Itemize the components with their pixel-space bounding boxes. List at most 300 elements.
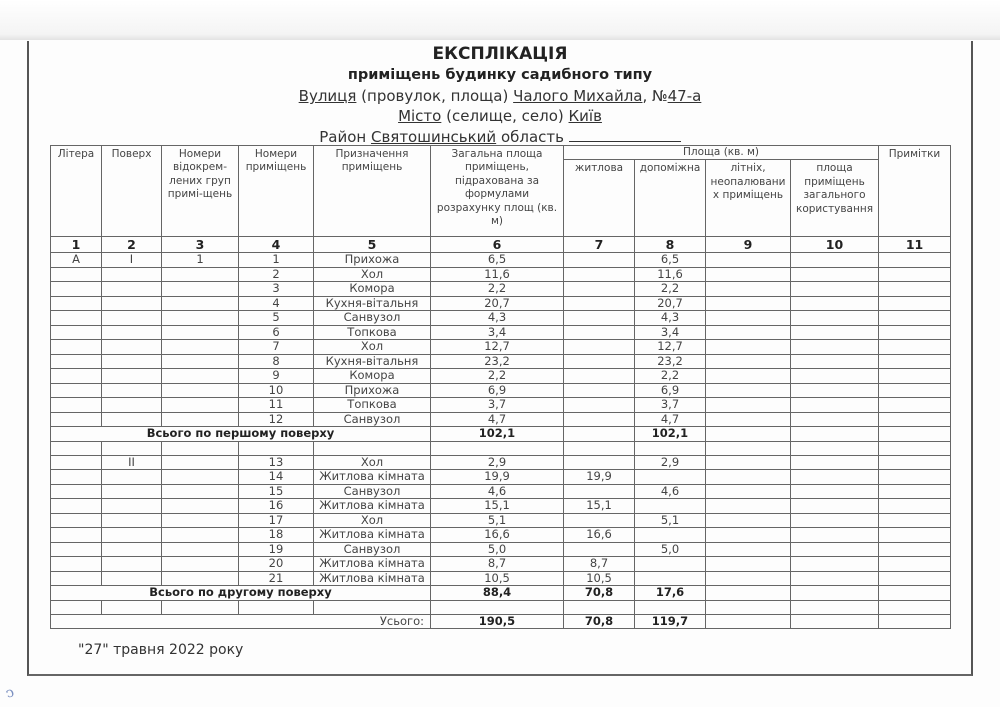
notes-cell	[879, 369, 951, 384]
litera-cell	[51, 369, 102, 384]
common-area-cell	[791, 484, 879, 499]
floor-cell	[102, 398, 162, 413]
common-area-cell	[791, 398, 879, 413]
floor-cell	[102, 267, 162, 282]
room-number-cell: 4	[239, 296, 314, 311]
common-area-cell	[791, 557, 879, 572]
summer-area-cell	[706, 513, 791, 528]
blank-cell	[239, 441, 314, 455]
summer-area-cell	[706, 296, 791, 311]
litera-cell	[51, 412, 102, 427]
living-area-cell	[564, 311, 635, 326]
notes-cell	[879, 470, 951, 485]
table-row	[51, 484, 951, 499]
living-area-cell	[564, 296, 635, 311]
notes-cell	[879, 253, 951, 268]
summer-area-cell	[706, 427, 791, 442]
room-number-cell: 20	[239, 557, 314, 572]
living-area-cell	[564, 340, 635, 355]
notes-cell	[879, 267, 951, 282]
blank-cell	[239, 600, 314, 614]
litera-cell	[51, 383, 102, 398]
common-area-cell	[791, 325, 879, 340]
table-row	[51, 470, 951, 485]
group-cell	[162, 513, 239, 528]
table-row	[51, 253, 951, 268]
notes-cell	[879, 557, 951, 572]
living-area-cell	[564, 412, 635, 427]
summer-area-cell	[706, 484, 791, 499]
total-area-cell: 16,6	[431, 528, 564, 543]
room-purpose-cell: Прихожа	[314, 253, 431, 268]
notes-cell	[879, 325, 951, 340]
room-purpose-cell: Санвузол	[314, 484, 431, 499]
litera-cell	[51, 354, 102, 369]
litera-cell	[51, 542, 102, 557]
grand-total-label: Усього:	[51, 614, 431, 629]
subtotal-aux: 102,1	[635, 427, 706, 442]
subtotal-living	[564, 427, 635, 442]
summer-area-cell	[706, 542, 791, 557]
room-purpose-cell: Житлова кімната	[314, 528, 431, 543]
group-cell	[162, 484, 239, 499]
room-number-cell: 5	[239, 311, 314, 326]
blank-cell	[431, 441, 564, 455]
notes-cell	[879, 499, 951, 514]
auxiliary-area-cell	[635, 470, 706, 485]
summer-area-cell	[706, 253, 791, 268]
common-area-cell	[791, 470, 879, 485]
room-number-cell: 11	[239, 398, 314, 413]
column-number: 6	[431, 237, 564, 253]
floor-cell	[102, 499, 162, 514]
common-area-cell	[791, 571, 879, 586]
subtotal-label: Всього по другому поверху	[51, 586, 431, 601]
notes-cell	[879, 586, 951, 601]
scan-top-shadow	[0, 0, 1000, 40]
living-area-cell	[564, 398, 635, 413]
room-purpose-cell: Житлова кімната	[314, 499, 431, 514]
auxiliary-area-cell: 4,6	[635, 484, 706, 499]
living-area-cell: 8,7	[564, 557, 635, 572]
floor-cell	[102, 282, 162, 297]
auxiliary-area-cell	[635, 571, 706, 586]
summer-area-cell	[706, 499, 791, 514]
auxiliary-area-cell: 2,9	[635, 455, 706, 470]
living-area-cell: 16,6	[564, 528, 635, 543]
litera-cell	[51, 282, 102, 297]
group-cell	[162, 267, 239, 282]
group-cell	[162, 354, 239, 369]
summer-area-cell	[706, 369, 791, 384]
explication-table	[50, 145, 951, 629]
auxiliary-area-cell: 11,6	[635, 267, 706, 282]
common-area-cell	[791, 614, 879, 629]
common-area-cell	[791, 586, 879, 601]
common-area-cell	[791, 455, 879, 470]
room-purpose-cell: Хол	[314, 455, 431, 470]
total-area-cell: 6,9	[431, 383, 564, 398]
notes-cell	[879, 513, 951, 528]
group-cell	[162, 499, 239, 514]
notes-cell	[879, 484, 951, 499]
blank-cell	[102, 441, 162, 455]
document-title: ЕКСПЛІКАЦІЯ	[432, 44, 568, 64]
room-purpose-cell: Прихожа	[314, 383, 431, 398]
blank-cell	[635, 441, 706, 455]
header-notes: Примітки	[879, 146, 951, 237]
group-cell	[162, 369, 239, 384]
litera-cell	[51, 267, 102, 282]
living-area-cell	[564, 484, 635, 499]
table-row	[51, 542, 951, 557]
district-name: Святошинський	[370, 128, 497, 146]
subtotal-row	[51, 586, 951, 601]
table-row	[51, 296, 951, 311]
total-area-cell: 3,7	[431, 398, 564, 413]
summer-area-cell	[706, 311, 791, 326]
total-area-cell: 4,3	[431, 311, 564, 326]
group-cell	[162, 542, 239, 557]
auxiliary-area-cell: 6,9	[635, 383, 706, 398]
blank-cell	[791, 600, 879, 614]
common-area-cell	[791, 340, 879, 355]
city-line	[0, 107, 1000, 125]
grand-total-aux: 119,7	[635, 614, 706, 629]
column-number: 1	[51, 237, 102, 253]
auxiliary-area-cell: 12,7	[635, 340, 706, 355]
total-area-cell: 4,6	[431, 484, 564, 499]
notes-cell	[879, 398, 951, 413]
room-number-cell: 18	[239, 528, 314, 543]
header-total-area: Загальна площа приміщень, підрахована за формулами розрахунку площ (кв. м)	[431, 146, 564, 237]
group-cell	[162, 296, 239, 311]
grand-total-row	[51, 614, 951, 629]
table-row	[51, 383, 951, 398]
column-number: 5	[314, 237, 431, 253]
blank-cell	[706, 441, 791, 455]
litera-cell	[51, 557, 102, 572]
district-label: Район	[319, 128, 371, 146]
room-purpose-cell: Хол	[314, 513, 431, 528]
common-area-cell	[791, 282, 879, 297]
header-living: житлова	[564, 160, 635, 237]
document-subtitle: приміщень будинку садибного типу	[347, 67, 653, 83]
auxiliary-area-cell	[635, 499, 706, 514]
table-row	[51, 412, 951, 427]
notes-cell	[879, 614, 951, 629]
header-litera: Літера	[51, 146, 102, 237]
floor-cell	[102, 470, 162, 485]
floor-cell	[102, 311, 162, 326]
common-area-cell	[791, 513, 879, 528]
blank-cell	[564, 600, 635, 614]
header-row-1	[51, 146, 951, 160]
city-label: Місто	[398, 107, 442, 125]
notes-cell	[879, 571, 951, 586]
auxiliary-area-cell: 3,7	[635, 398, 706, 413]
auxiliary-area-cell: 2,2	[635, 369, 706, 384]
column-number: 4	[239, 237, 314, 253]
common-area-cell	[791, 296, 879, 311]
total-area-cell: 5,0	[431, 542, 564, 557]
summer-area-cell	[706, 412, 791, 427]
room-purpose-cell: Житлова кімната	[314, 470, 431, 485]
header-purpose: Призначення приміщень	[314, 146, 431, 237]
table-row	[51, 311, 951, 326]
common-area-cell	[791, 383, 879, 398]
auxiliary-area-cell: 3,4	[635, 325, 706, 340]
notes-cell	[879, 354, 951, 369]
floor-cell	[102, 354, 162, 369]
table-row	[51, 455, 951, 470]
room-purpose-cell: Санвузол	[314, 542, 431, 557]
floor-cell	[102, 571, 162, 586]
room-number-cell: 3	[239, 282, 314, 297]
table-row	[51, 528, 951, 543]
room-number-cell: 15	[239, 484, 314, 499]
blank-cell	[879, 441, 951, 455]
room-purpose-cell: Кухня-вітальня	[314, 354, 431, 369]
living-area-cell	[564, 369, 635, 384]
region-label: область	[496, 128, 569, 146]
summer-area-cell	[706, 354, 791, 369]
group-cell	[162, 412, 239, 427]
auxiliary-area-cell: 20,7	[635, 296, 706, 311]
notes-cell	[879, 383, 951, 398]
living-area-cell	[564, 325, 635, 340]
litera-cell	[51, 311, 102, 326]
header-auxiliary: допоміжна	[635, 160, 706, 237]
column-number: 9	[706, 237, 791, 253]
blank-cell	[564, 441, 635, 455]
table-row	[51, 499, 951, 514]
litera-cell	[51, 296, 102, 311]
living-area-cell: 15,1	[564, 499, 635, 514]
total-area-cell: 12,7	[431, 340, 564, 355]
blank-cell	[706, 600, 791, 614]
blank-row	[51, 441, 951, 455]
table-row	[51, 282, 951, 297]
number-prefix: , №	[642, 87, 668, 105]
subtotal-living: 70,8	[564, 586, 635, 601]
floor-cell	[102, 557, 162, 572]
notes-cell	[879, 340, 951, 355]
street-name: Чалого Михайла	[513, 87, 643, 105]
room-number-cell: 10	[239, 383, 314, 398]
header-common: площа приміщень загального користування	[791, 160, 879, 237]
living-area-cell	[564, 513, 635, 528]
room-number-cell: 14	[239, 470, 314, 485]
table-row	[51, 513, 951, 528]
total-area-cell: 11,6	[431, 267, 564, 282]
room-number-cell: 1	[239, 253, 314, 268]
column-number: 11	[879, 237, 951, 253]
blank-cell	[51, 441, 102, 455]
table-row	[51, 325, 951, 340]
group-cell	[162, 571, 239, 586]
summer-area-cell	[706, 282, 791, 297]
living-area-cell	[564, 354, 635, 369]
group-cell	[162, 470, 239, 485]
living-area-cell: 19,9	[564, 470, 635, 485]
litera-cell: А	[51, 253, 102, 268]
notes-cell	[879, 455, 951, 470]
street-label: Вулиця	[298, 87, 357, 105]
litera-cell	[51, 484, 102, 499]
total-area-cell: 15,1	[431, 499, 564, 514]
district-line	[0, 127, 1000, 146]
grand-total-living: 70,8	[564, 614, 635, 629]
litera-cell	[51, 571, 102, 586]
room-purpose-cell: Топкова	[314, 398, 431, 413]
group-cell	[162, 557, 239, 572]
subtotal-total: 88,4	[431, 586, 564, 601]
notes-cell	[879, 311, 951, 326]
total-area-cell: 19,9	[431, 470, 564, 485]
floor-cell: II	[102, 455, 162, 470]
total-area-cell: 2,9	[431, 455, 564, 470]
notes-cell	[879, 412, 951, 427]
subtotal-label: Всього по першому поверху	[51, 427, 431, 442]
living-area-cell: 10,5	[564, 571, 635, 586]
room-number-cell: 2	[239, 267, 314, 282]
group-cell: 1	[162, 253, 239, 268]
group-cell	[162, 282, 239, 297]
floor-cell	[102, 369, 162, 384]
common-area-cell	[791, 369, 879, 384]
notes-cell	[879, 296, 951, 311]
auxiliary-area-cell: 4,7	[635, 412, 706, 427]
header-poverkh: Поверх	[102, 146, 162, 237]
blank-cell	[314, 441, 431, 455]
living-area-cell	[564, 282, 635, 297]
summer-area-cell	[706, 267, 791, 282]
summer-area-cell	[706, 528, 791, 543]
total-area-cell: 5,1	[431, 513, 564, 528]
room-purpose-cell: Топкова	[314, 325, 431, 340]
common-area-cell	[791, 311, 879, 326]
city-qualifier: (селище, село)	[441, 107, 569, 125]
notes-cell	[879, 282, 951, 297]
column-number: 2	[102, 237, 162, 253]
auxiliary-area-cell	[635, 557, 706, 572]
notes-cell	[879, 542, 951, 557]
room-purpose-cell: Комора	[314, 369, 431, 384]
room-number-cell: 7	[239, 340, 314, 355]
group-cell	[162, 455, 239, 470]
blank-cell	[791, 441, 879, 455]
room-purpose-cell: Кухня-вітальня	[314, 296, 431, 311]
summer-area-cell	[706, 571, 791, 586]
blank-cell	[102, 600, 162, 614]
group-cell	[162, 311, 239, 326]
room-purpose-cell: Хол	[314, 267, 431, 282]
common-area-cell	[791, 427, 879, 442]
document-date: "27" травня 2022 року	[78, 642, 244, 658]
room-purpose-cell: Санвузол	[314, 412, 431, 427]
summer-area-cell	[706, 325, 791, 340]
total-area-cell: 6,5	[431, 253, 564, 268]
total-area-cell: 23,2	[431, 354, 564, 369]
summer-area-cell	[706, 340, 791, 355]
total-area-cell: 10,5	[431, 571, 564, 586]
room-number-cell: 13	[239, 455, 314, 470]
subtotal-total: 102,1	[431, 427, 564, 442]
room-number-cell: 17	[239, 513, 314, 528]
total-area-cell: 4,7	[431, 412, 564, 427]
house-number: 47-а	[667, 87, 702, 105]
common-area-cell	[791, 528, 879, 543]
floor-cell	[102, 513, 162, 528]
subtotal-aux: 17,6	[635, 586, 706, 601]
living-area-cell	[564, 455, 635, 470]
room-number-cell: 6	[239, 325, 314, 340]
blank-row	[51, 600, 951, 614]
floor-cell	[102, 296, 162, 311]
litera-cell	[51, 513, 102, 528]
total-area-cell: 2,2	[431, 282, 564, 297]
total-area-cell: 8,7	[431, 557, 564, 572]
auxiliary-area-cell: 2,2	[635, 282, 706, 297]
summer-area-cell	[706, 455, 791, 470]
floor-cell	[102, 528, 162, 543]
floor-cell	[102, 325, 162, 340]
blank-cell	[314, 600, 431, 614]
region-blank	[569, 127, 681, 142]
room-number-cell: 19	[239, 542, 314, 557]
blank-cell	[635, 600, 706, 614]
litera-cell	[51, 470, 102, 485]
auxiliary-area-cell: 5,0	[635, 542, 706, 557]
floor-cell	[102, 383, 162, 398]
header-summer: літніх, неопалювани х приміщень	[706, 160, 791, 237]
room-number-cell: 8	[239, 354, 314, 369]
litera-cell	[51, 528, 102, 543]
floor-cell	[102, 340, 162, 355]
header-groups: Номери відокрем-лених груп примі-щень	[162, 146, 239, 237]
auxiliary-area-cell: 23,2	[635, 354, 706, 369]
subtotal-row	[51, 427, 951, 442]
group-cell	[162, 340, 239, 355]
living-area-cell	[564, 253, 635, 268]
room-number-cell: 16	[239, 499, 314, 514]
litera-cell	[51, 340, 102, 355]
room-purpose-cell: Житлова кімната	[314, 571, 431, 586]
notes-cell	[879, 427, 951, 442]
street-line	[0, 87, 1000, 105]
table-row	[51, 557, 951, 572]
header-rooms: Номери приміщень	[239, 146, 314, 237]
table-row	[51, 398, 951, 413]
group-cell	[162, 325, 239, 340]
city-name: Київ	[568, 107, 602, 125]
summer-area-cell	[706, 557, 791, 572]
room-number-cell: 21	[239, 571, 314, 586]
auxiliary-area-cell	[635, 528, 706, 543]
summer-area-cell	[706, 398, 791, 413]
summer-area-cell	[706, 470, 791, 485]
common-area-cell	[791, 499, 879, 514]
column-number: 8	[635, 237, 706, 253]
total-area-cell: 20,7	[431, 296, 564, 311]
auxiliary-area-cell: 5,1	[635, 513, 706, 528]
litera-cell	[51, 398, 102, 413]
street-qualifier: (провулок, площа)	[356, 87, 514, 105]
room-number-cell: 9	[239, 369, 314, 384]
room-purpose-cell: Житлова кімната	[314, 557, 431, 572]
auxiliary-area-cell: 6,5	[635, 253, 706, 268]
